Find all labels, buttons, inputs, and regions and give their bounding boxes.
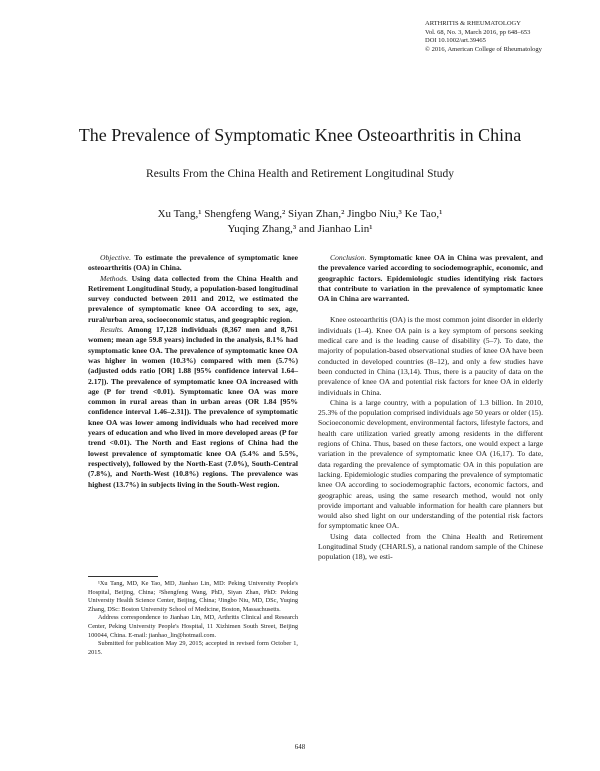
objective-label: Objective. [100,253,131,262]
authors-line-2: Yuqing Zhang,³ and Jianhao Lin¹ [227,223,373,235]
results-text: Among 17,128 individuals (8,367 men and 8,761 women; mean age 59.8 years) included in the analysis, 8.1% had symptomatic knee OA. The prevalence of symptomatic knee OA was higher in women (10.3%) compared with men (5.7%) (adjusted odds ratio [OR] 1.88 [95% confidence interval 1.64–2.17]). The prevalence of symptomatic knee OA increased with age (P for trend <0.01). Symptomatic knee OA was more common in rural areas than in urban areas (OR 1.84 [95% confidence interval 1.46–2.31]). The prevalence of symptomatic knee OA was lower among individuals who had received more years of education and who lived in more developed areas (P for trend <0.01). The North and East regions of China had the lowest prevalence of symptomatic knee OA (5.4% and 5.5%, respectively), followed by the North-East (7.0%), South-Central (7.8%), and North-West (10.8%) regions. The prevalence was highest (13.7%) in subjects living in the South-West region. [88,325,298,489]
journal-name: ARTHRITIS & RHEUMATOLOGY [425,20,521,27]
article-subtitle: Results From the China Health and Retirement Longitudinal Study [146,168,454,180]
footnotes [88,576,298,657]
footnote-rule [88,576,158,577]
body-text [318,315,543,562]
body-paragraph-3: Using data collected from the China Health and Retirement Longitudinal Study (CHARLS), a national random sample of the Chinese population (18), we esti- [318,531,543,562]
journal-volume: Vol. 68, No. 3, March 2016, pp 648–653 [425,28,531,36]
footnote-correspondence: Address correspondence to Jianhao Lin, MD, Arthritis Clinical and Research Center, Peking University People's Hospital, 11 Xizhimen South Street, Beijing 100044, China. E-mail: jianhao_lin@hotmail.com. [88,614,298,639]
methods-text: Using data collected from the China Health and Retirement Longitudinal Study, a population-based longitudinal survey conducted between 2011 and 2012, we estimated the prevalence of symptomatic knee OA according to sex, age, rural/urban area, socioeconomic status, and geographic region. [88,273,298,324]
author-list [90,207,510,237]
authors-line-1: Xu Tang,¹ Shengfeng Wang,² Siyan Zhan,² Jingbo Niu,³ Ke Tao,¹ [157,208,443,220]
conclusion-label: Conclusion. [330,253,367,262]
abstract-left-column [88,253,298,490]
article-title: The Prevalence of Symptomatic Knee Osteoarthritis in China [78,125,522,145]
journal-copyright: © 2016, American College of Rheumatology [425,45,542,53]
body-paragraph-2: China is a large country, with a population of 1.3 billion. In 2010, 25.3% of the population comprised individuals age 50 years or older (15). Socioeconomic development, environmental factors, lifestyle factors, and health care utilization varied greatly among residents in the different regions of China. Thus, based on these factors, one would expect a large variation in the prevalence of symptomatic knee OA (16,17). To date, data regarding the prevalence of symptomatic OA in this population are lacking. Epidemiologic studies comparing the prevalence of symptomatic knee OA according to sociodemographic factors, economic factors, and geographic areas, using the same research method, would not only provide important and valuable information for health care planners but would also shed light on our understanding of the potential risk factors for symptomatic knee OA. [318,397,543,531]
journal-doi: DOI 10.1002/art.39465 [425,37,486,45]
abstract-results [88,325,298,490]
section-gap [318,304,543,315]
footnote-submission: Submitted for publication May 29, 2015; accepted in revised form October 1, 2015. [88,640,298,656]
body-paragraph-1: Knee osteoarthritis (OA) is the most common joint disorder in elderly individuals (1–4). Knee OA pain is a key symptom of persons seeking medical care and is the leading cause of disability (5–7). To date, the majority of population-based observational studies of knee OA have been conducted in developed countries (8–12), and only a few studies have been conducted in China (13,14). Thus, there is a paucity of data on the prevalence of knee OA and potential risk factors for knee OA in elderly individuals in China. [318,315,543,397]
methods-label: Methods. [100,273,129,283]
page-number: 648 [294,743,306,751]
abstract-methods [88,274,298,325]
abstract-objective [88,253,298,274]
objective-text: To estimate the prevalence of symptomatic knee osteoarthritis (OA) in China. [88,253,298,273]
journal-header [425,20,595,54]
results-label: Results. [100,325,124,335]
abstract-conclusion [318,253,543,304]
footnote-affiliations: ¹Xu Tang, MD, Ke Tao, MD, Jianhao Lin, MD: Peking University People's Hospital, Beijing, China; ²Shengfeng Wang, PhD, Siyan Zhan, PhD: Peking University Health Science Center, Beijing, China; ³Jingbo Niu, MD, DSc, Yuqing Zhang, DSc: Boston University School of Medicine, Boston, Massachusetts. [88,580,298,613]
conclusion-text: Symptomatic knee OA in China was prevalent, and the prevalence varied according to sociodemographic, economic, and geographic factors. Epidemiologic studies identifying risk factors that contribute to variation in the prevalence of symptomatic knee OA in China are warranted. [318,253,543,304]
abstract-conclusion-block [318,253,543,304]
right-column [318,253,543,563]
